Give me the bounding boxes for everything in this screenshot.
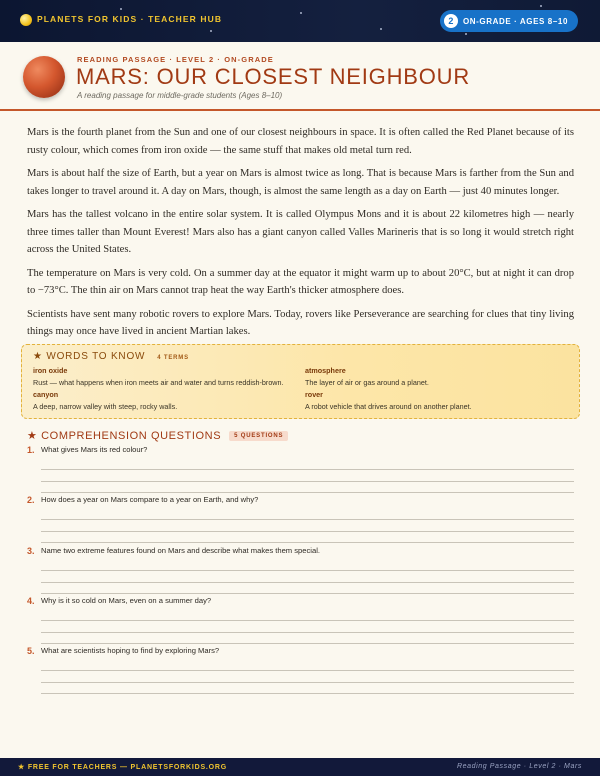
vocab-term: rover — [305, 390, 323, 399]
question-text: How does a year on Mars compare to a year on Earth, and why? — [41, 495, 259, 504]
words-to-know-title: ★ WORDS TO KNOW — [33, 351, 146, 362]
answer-line[interactable] — [41, 519, 574, 520]
vocab-definition: Rust — what happens when iron meets air and water and turns reddish-brown. — [33, 378, 284, 387]
answer-line[interactable] — [41, 693, 574, 694]
sun-icon — [20, 14, 32, 26]
page-subtitle: A reading passage for middle-grade students (Ages 8–10) — [77, 91, 283, 100]
passage-eyebrow: READING PASSAGE · LEVEL 2 · ON-GRADE — [77, 55, 274, 64]
grade-number: 2 — [444, 14, 458, 28]
answer-line[interactable] — [41, 469, 574, 470]
passage-paragraph: Mars has the tallest volcano in the entire solar system. It is called Olympus Mons and it is about 22 kilometres high — nearly three times taller than Mount Everest! Mars also has a giant canyon called Valles Marineris that is so long it would stretch right across the United States. — [27, 209, 574, 255]
question-text: Name two extreme features found on Mars and describe what makes them special. — [41, 546, 320, 555]
vocab-definition: The layer of air or gas around a planet. — [305, 378, 429, 387]
top-bar — [0, 0, 600, 42]
answer-line[interactable] — [41, 682, 574, 683]
star-decoration — [300, 12, 302, 14]
answer-line[interactable] — [41, 570, 574, 571]
star-decoration — [210, 30, 212, 32]
question-number: 3. — [27, 546, 35, 556]
passage-paragraph: Mars is about half the size of Earth, but a year on Mars is almost twice as long. That is because Mars is farther from the Sun and takes longer to travel around it. A day on Mars, though, is almost the same length as a day on Earth — just 40 minutes longer. — [27, 168, 574, 197]
star-icon: ★ — [27, 430, 42, 442]
question-text: Why is it so cold on Mars, even on a summer day? — [41, 596, 212, 605]
answer-line[interactable] — [41, 593, 574, 594]
grade-label: ON-GRADE · AGES 8–10 — [462, 16, 568, 26]
question-number: 4. — [27, 596, 35, 606]
answer-line[interactable] — [41, 670, 574, 671]
brand-name[interactable]: PLANETS FOR KIDS · TEACHER HUB — [37, 14, 223, 24]
question-number: 1. — [27, 445, 35, 455]
passage-paragraph: Mars is the fourth planet from the Sun and one of our closest neighbours in space. It is often called the Red Planet because of its rusty colour, which comes from iron oxide — the same stuff that makes old metal turn red. — [27, 127, 574, 156]
vocab-term: iron oxide — [33, 366, 68, 375]
vocab-definition: A deep, narrow valley with steep, rocky walls. — [33, 402, 178, 411]
header-divider — [0, 109, 600, 111]
page-footer — [0, 758, 600, 776]
comprehension-header — [27, 429, 288, 442]
answer-line[interactable] — [41, 632, 574, 633]
vocab-definition: A robot vehicle that drives around on another planet. — [305, 402, 472, 411]
question-number: 2. — [27, 495, 35, 505]
words-to-know-count: 4 TERMS — [157, 355, 189, 361]
answer-line[interactable] — [41, 582, 574, 583]
mars-planet-icon — [23, 56, 65, 98]
answer-line[interactable] — [41, 492, 574, 493]
question-count-badge: 5 QUESTIONS — [229, 431, 288, 441]
passage-paragraph: Scientists have sent many robotic rovers to explore Mars. Today, rovers like Perseverance are searching for clues that tiny living things may once have lived in ancient Martian lakes. — [27, 308, 574, 337]
comprehension-title: ★ COMPREHENSION QUESTIONS — [27, 430, 222, 442]
grade-badge — [440, 10, 578, 32]
vocab-term: atmosphere — [305, 366, 346, 375]
vocab-term: canyon — [33, 390, 59, 399]
star-decoration — [540, 5, 542, 7]
footer-website-link[interactable]: ★ FREE FOR TEACHERS — PLANETSFORKIDS.ORG — [18, 764, 228, 771]
answer-line[interactable] — [41, 542, 574, 543]
answer-line[interactable] — [41, 481, 574, 482]
answer-line[interactable] — [41, 531, 574, 532]
answer-line[interactable] — [41, 643, 574, 644]
footer-page-label: Reading Passage · Level 2 · Mars — [456, 763, 582, 770]
passage-paragraph: The temperature on Mars is very cold. On a summer day at the equator it might warm up to about 20°C, but at night it can drop to −73°C. The thin air on Mars cannot trap heat the way Earth's thicker atmosphere does. — [27, 267, 574, 296]
question-text: What gives Mars its red colour? — [41, 445, 148, 454]
question-number: 5. — [27, 646, 35, 656]
words-to-know-box — [21, 344, 580, 419]
question-text: What are scientists hoping to find by exploring Mars? — [41, 646, 220, 655]
answer-line[interactable] — [41, 620, 574, 621]
words-to-know-header — [33, 351, 189, 362]
star-decoration — [465, 33, 467, 35]
reading-passage — [27, 124, 574, 347]
star-decoration — [380, 28, 382, 30]
star-decoration — [120, 8, 122, 10]
page-title: MARS: OUR CLOSEST NEIGHBOUR — [76, 64, 471, 89]
star-icon: ★ — [33, 351, 47, 362]
